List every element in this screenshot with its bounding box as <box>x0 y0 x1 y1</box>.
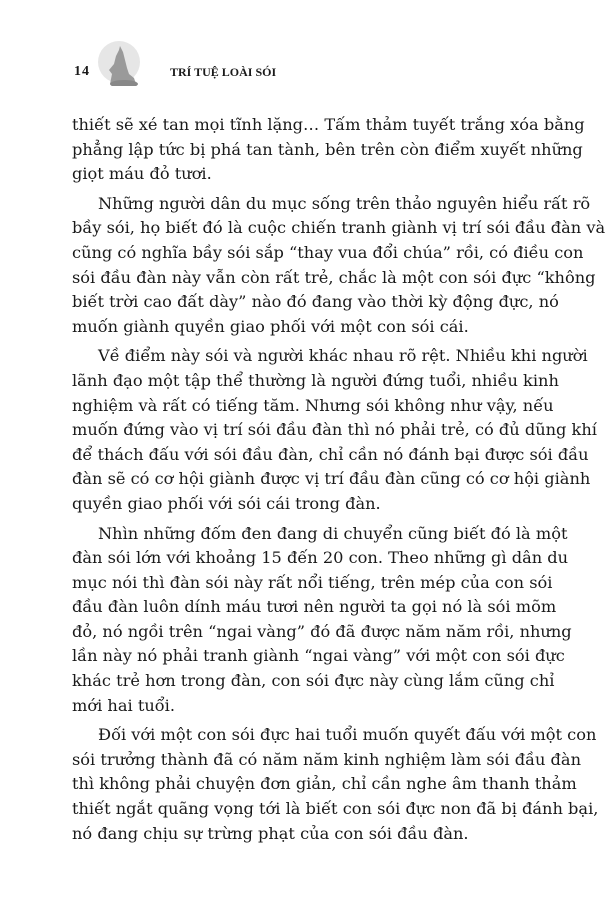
text-line: sói trưởng thành đã có năm năm kinh nghiệm làm sói đầu đàn <box>72 749 581 769</box>
text-line: nó đang chịu sự trừng phạt của con sói đầu đàn. <box>72 823 469 843</box>
text-line: Về điểm này sói và người khác nhau rõ rệt. Nhiều khi người <box>98 346 588 366</box>
paragraph <box>72 113 585 187</box>
paragraph <box>72 522 572 719</box>
text-line: đầu đàn luôn dính máu tươi nên người ta gọi nó là sói mõm <box>72 597 557 617</box>
text-line: lần này nó phải tranh giành “ngai vàng” với một con sói đực <box>72 646 565 666</box>
howling-wolf-moon-icon <box>96 40 142 86</box>
text-line: bầy sói, họ biết đó là cuộc chiến tranh giành vị trí sói đầu đàn và <box>72 218 606 238</box>
text-line: khác trẻ hơn trong đàn, con sói đực này cùng lắm cũng chỉ <box>72 671 555 691</box>
text-line: Đối với một con sói đực hai tuổi muốn quyết đấu với một con <box>98 725 597 745</box>
text-line: thiết ngắt quãng vọng tới là biết con sói đực non đã bị đánh bại, <box>72 799 599 819</box>
text-line: phẳng lập tức bị phá tan tành, bên trên còn điểm xuyết những <box>72 139 583 159</box>
text-line: đỏ, nó ngồi trên “ngai vàng” đó đã được năm năm rồi, nhưng <box>72 621 572 641</box>
text-line: để thách đấu với sói đầu đàn, chỉ cần nó đánh bại được sói đầu <box>72 444 589 464</box>
page-number: 14 <box>74 64 90 79</box>
text-line: thiết sẽ xé tan mọi tĩnh lặng… Tấm thảm tuyết trắng xóa bằng <box>72 115 585 134</box>
text-line: muốn đứng vào vị trí sói đầu đàn thì nó phải trẻ, có đủ dũng khí <box>72 420 597 440</box>
page-body-text <box>72 113 606 851</box>
paragraph <box>72 723 599 846</box>
text-line: đàn sói lớn với khoảng 15 đến 20 con. Theo những gì dân du <box>72 548 569 568</box>
text-line: sói đầu đàn này vẫn còn rất trẻ, chắc là một con sói đực “không <box>72 267 596 287</box>
paragraph <box>72 192 606 340</box>
text-line: mục nói thì đàn sói này rất nổi tiếng, trên mép của con sói <box>72 572 553 592</box>
text-line: giọt máu đỏ tươi. <box>72 164 212 184</box>
text-line: đàn sẽ có cơ hội giành được vị trí đầu đàn cũng có cơ hội giành <box>72 469 591 489</box>
text-line: mới hai tuổi. <box>72 695 175 715</box>
text-line: biết trời cao đất dày” nào đó đang vào thời kỳ động đực, nó <box>72 292 559 312</box>
text-line: nghiệm và rất có tiếng tăm. Nhưng sói không như vậy, nếu <box>72 395 554 415</box>
paragraph <box>72 344 597 516</box>
text-line: lãnh đạo một tập thể thường là người đứng tuổi, nhiều kinh <box>72 370 559 390</box>
text-line: Những người dân du mục sống trên thảo nguyên hiểu rất rõ <box>98 193 591 213</box>
text-line: cũng có nghĩa bầy sói sắp “thay vua đổi chúa” rồi, có điều con <box>72 242 584 262</box>
running-title: TRÍ TUỆ LOÀI SÓI <box>170 65 277 79</box>
text-line: Nhìn những đốm đen đang di chuyển cũng biết đó là một <box>98 523 568 543</box>
text-line: muốn giành quyền giao phối với một con sói cái. <box>72 316 469 336</box>
text-line: thì không phải chuyện đơn giản, chỉ cần nghe âm thanh thảm <box>72 774 577 794</box>
text-line: quyền giao phối với sói cái trong đàn. <box>72 493 381 513</box>
page-header <box>72 40 372 90</box>
